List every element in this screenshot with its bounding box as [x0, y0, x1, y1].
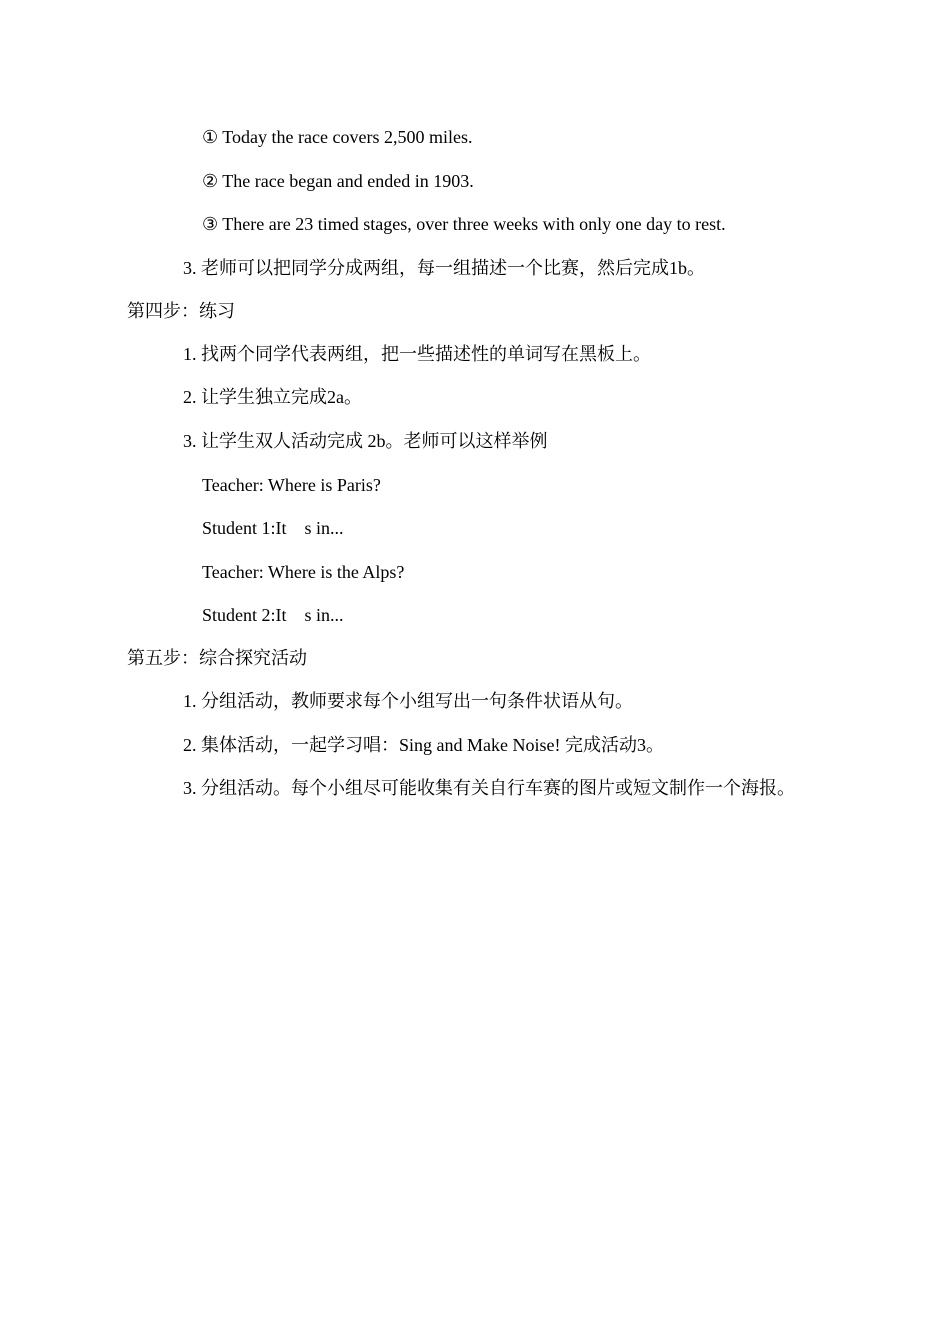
section-heading-step5: 第五步：综合探究活动: [127, 648, 307, 668]
step4-item-1: 1. 找两个同学代表两组，把一些描述性的单词写在黑板上。: [183, 344, 651, 364]
section-heading-step4: 第四步：练习: [127, 301, 235, 321]
step4-item-3: 3. 让学生双人活动完成 2b。老师可以这样举例: [183, 431, 548, 451]
race-fact-3: ③ There are 23 timed stages, over three weeks with only one day to rest.: [202, 214, 726, 234]
step5-item-1: 1. 分组活动，教师要求每个小组写出一句条件状语从句。: [183, 691, 633, 711]
dialogue-line-1: Teacher: Where is Paris?: [202, 475, 381, 495]
dialogue-line-2: Student 1:It s in...: [202, 518, 344, 538]
dialogue-line-4: Student 2:It s in...: [202, 605, 344, 625]
dialogue-line-3: Teacher: Where is the Alps?: [202, 562, 405, 582]
step5-item-2: 2. 集体活动，一起学习唱：Sing and Make Noise! 完成活动3。: [183, 735, 664, 755]
race-fact-2: ② The race began and ended in 1903.: [202, 171, 474, 191]
race-fact-1: ① Today the race covers 2,500 miles.: [202, 127, 473, 147]
step3-item-3: 3. 老师可以把同学分成两组，每一组描述一个比赛，然后完成1b。: [183, 258, 705, 278]
step5-item-3: 3. 分组活动。每个小组尽可能收集有关自行车赛的图片或短文制作一个海报。: [183, 778, 795, 798]
step4-item-2: 2. 让学生独立完成2a。: [183, 387, 362, 407]
